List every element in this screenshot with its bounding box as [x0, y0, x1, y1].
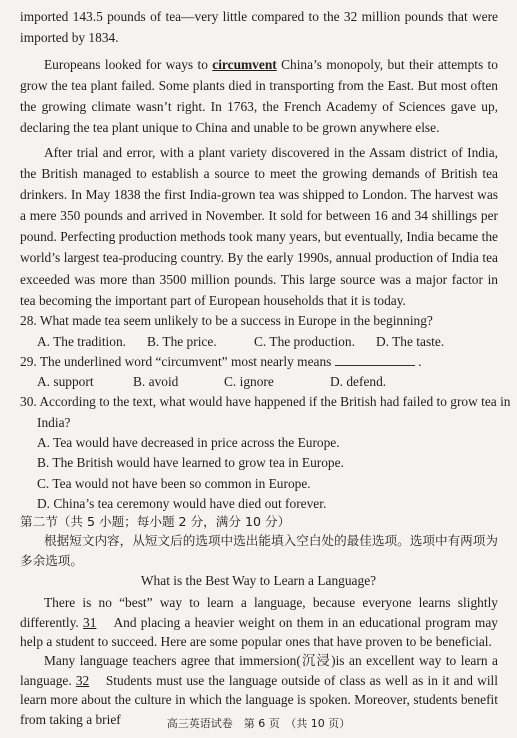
- q28-option-a[interactable]: A. The tradition.: [37, 334, 127, 349]
- passage2-paragraph1: [20, 593, 498, 652]
- passage2-p1b-text: And placing a heavier weight on them in an educational program may help a student to succeed. Here are some popular ones that have proven to be beneficial.: [20, 614, 498, 649]
- passage2-title: What is the Best Way to Learn a Language?: [140, 573, 377, 588]
- question-30-stem-line1: 30. According to the text, what would have happened if the British had failed to grow tea in: [20, 394, 511, 409]
- question-30-stem-line2: India?: [37, 415, 71, 430]
- question-29-options: [37, 372, 386, 392]
- q29-option-a[interactable]: A. support: [37, 374, 94, 389]
- question-29-stem: [20, 352, 421, 372]
- q28-option-b[interactable]: B. The price.: [147, 334, 217, 349]
- para2-after: China’s monopoly, but their attempts to grow the tea plant failed. Some plants died in transporting from the East. But most often the growing climate wasn’t right. In 1763, the French Academy of Sciences gave up, declaring the tea plant unique to China and unable to be grown anywhere else.: [20, 57, 498, 136]
- q29-stem-end: .: [418, 354, 422, 369]
- blank-31: 31: [83, 614, 97, 630]
- section2-heading: 第二节（共 5 小题；每小题 2 分，满分 10 分）: [20, 514, 291, 529]
- q29-option-c[interactable]: C. ignore: [224, 374, 274, 389]
- q30-option-a[interactable]: A. Tea would have decreased in price across the Europe.: [37, 435, 340, 450]
- page-footer: 高三英语试卷 第 6 页 （共 10 页）: [166, 717, 351, 730]
- q28-option-c[interactable]: C. The production.: [254, 334, 355, 349]
- passage1-paragraph3: After trial and error, with a plant variety discovered in the Assam district of India, the British managed to establish a source to meet the growing demands of British tea drinkers. In May 1838 the first India-grown tea was shipped to London. The harvest was a mere 350 pounds and arrived in November. It sold for between 16 and 34 shillings per pound. Perfecting production methods took many years, but eventually, India became the world’s largest tea-producing country. By the early 1990s, annual production of India tea exceeded was more than 3500 million pounds. This large source was a major factor in tea becoming the important part of European households that it is today.: [20, 145, 498, 308]
- q30-option-b[interactable]: B. The British would have learned to grow tea in Europe.: [37, 455, 344, 470]
- q28-option-d[interactable]: D. The taste.: [376, 334, 445, 349]
- passage2-p2b-text: Students must use the language outside of class as well as in it and will learn more about the culture in which the language is spoken. Moreover, students benefit from taking a brief: [20, 672, 498, 727]
- passage2-p2-text: Many language teachers agree that immersion(沉浸)is an excellent way to learn a language.: [20, 653, 498, 688]
- q29-answer-blank: [335, 364, 415, 366]
- underlined-word-circumvent: circumvent: [212, 57, 277, 72]
- section2-instruction: 根据短文内容，从短文后的选项中选出能填入空白处的最佳选项。选项中有两项为多余选项。: [20, 533, 498, 568]
- q29-option-b[interactable]: B. avoid: [133, 374, 179, 389]
- para2-before: Europeans looked for ways to: [44, 57, 213, 72]
- blank-32: 32: [75, 672, 90, 688]
- q29-stem-text: 29. The underlined word “circumvent” most nearly means: [20, 354, 332, 369]
- question-28-stem: 28. What made tea seem unlikely to be a success in Europe in the beginning?: [20, 313, 433, 328]
- q29-option-d[interactable]: D. defend.: [330, 374, 387, 389]
- passage2-p1-text: There is no “best” way to learn a language, because everyone learns slightly differently.: [20, 595, 498, 630]
- q30-option-d[interactable]: D. China’s tea ceremony would have died out forever.: [37, 496, 327, 511]
- passage1-paragraph1-end: imported 143.5 pounds of tea—very little compared to the 32 million pounds that were imported by 1834.: [20, 9, 498, 46]
- passage1-paragraph2: [20, 54, 498, 138]
- q30-option-c[interactable]: C. Tea would not have been so common in Europe.: [37, 476, 311, 491]
- question-28-options: [37, 332, 444, 352]
